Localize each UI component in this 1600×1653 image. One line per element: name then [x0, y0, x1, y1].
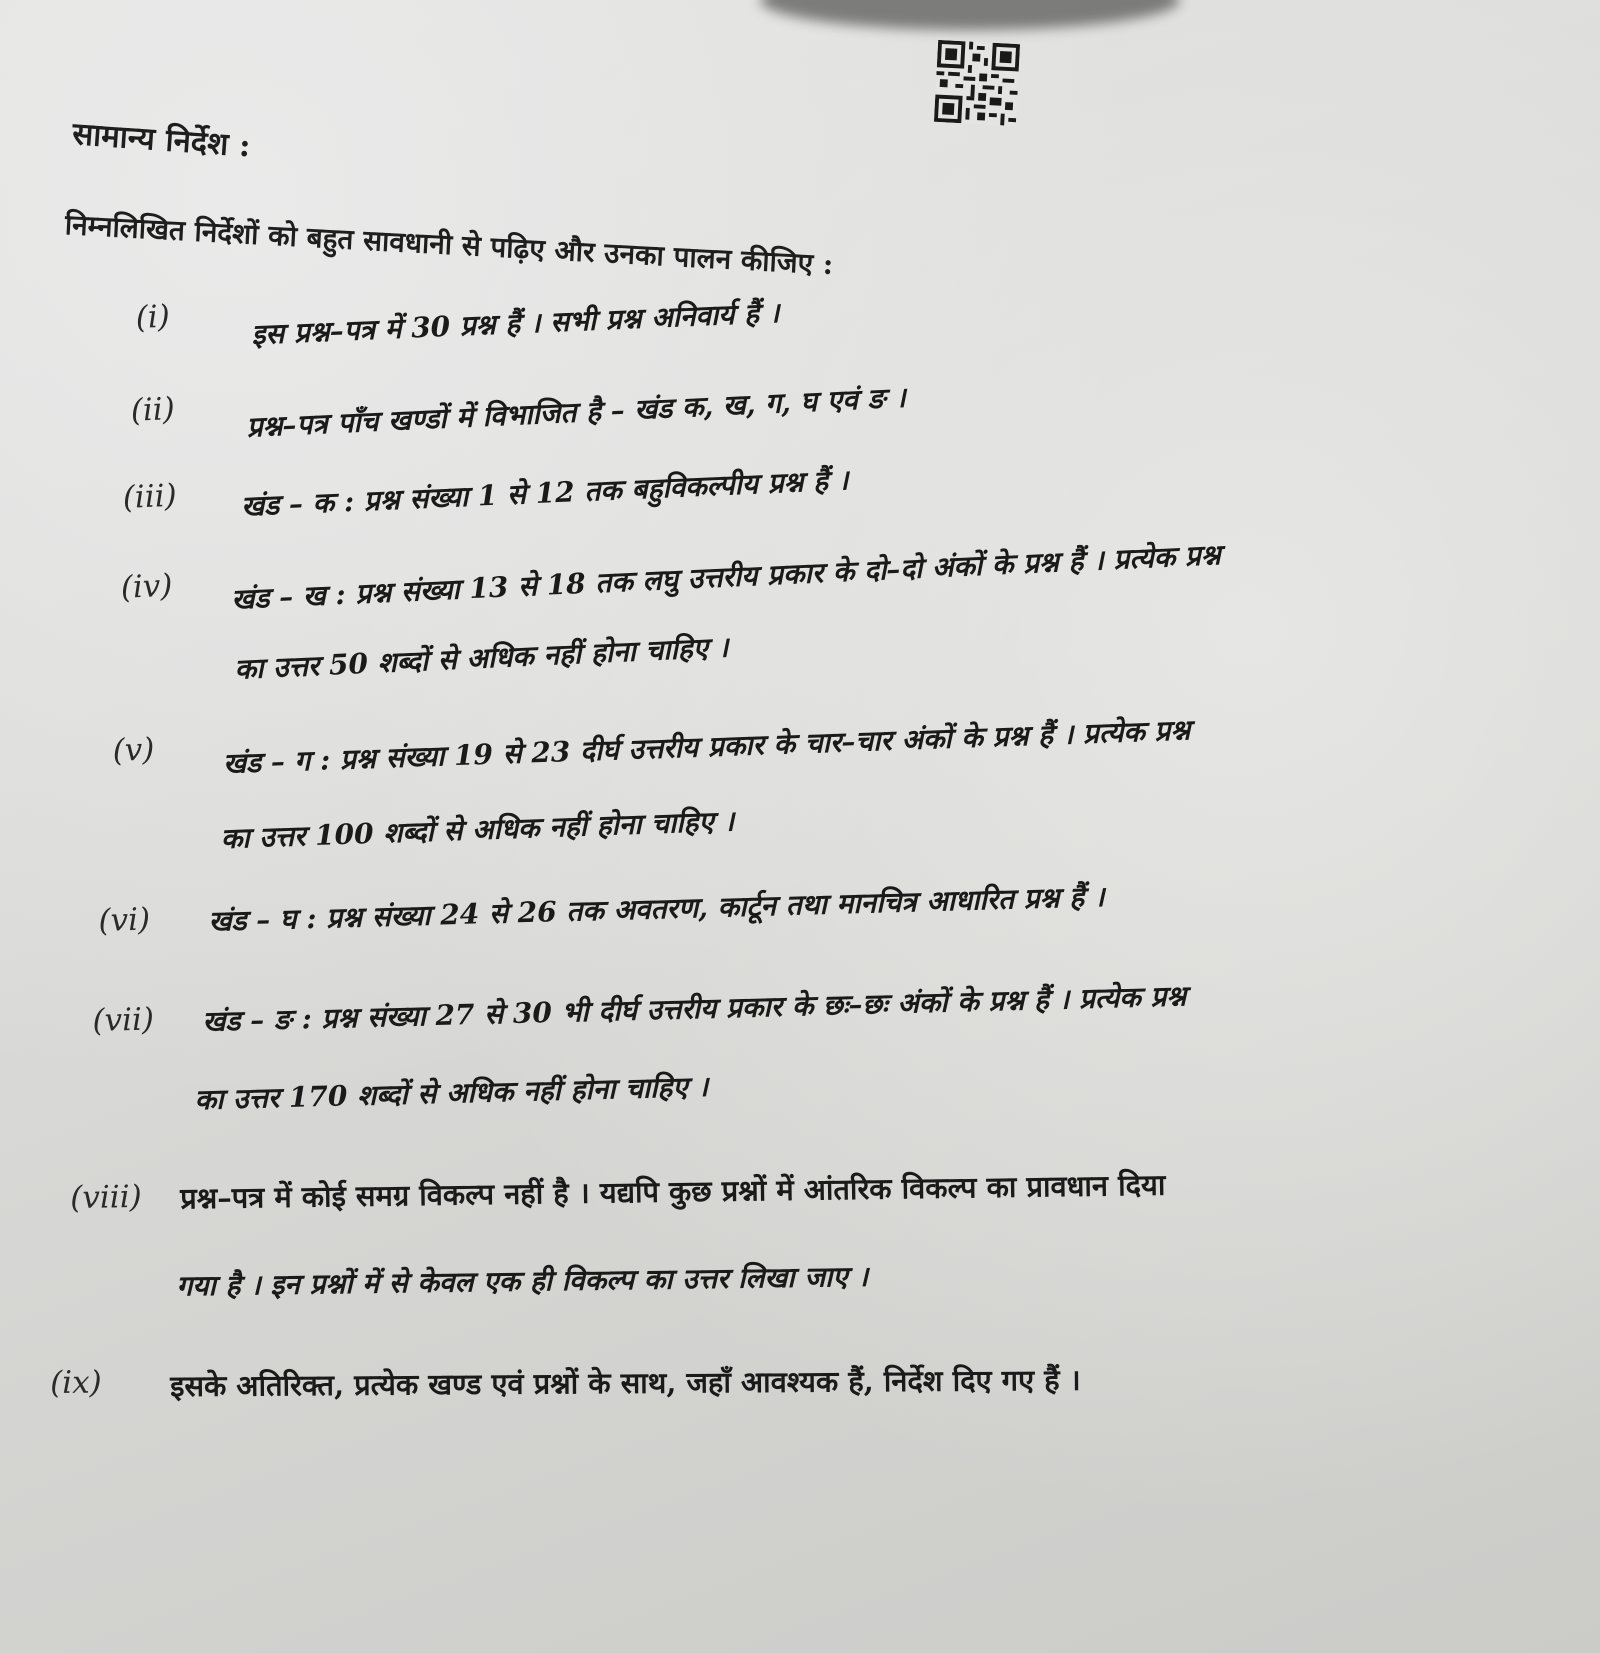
instruction-text-continued: का उत्तर 50 शब्दों से अधिक नहीं होना चाहिए ।: [233, 630, 730, 686]
instruction-text: प्रश्न–पत्र पाँच खण्डों में विभाजित है – खंड क, ख, ग, घ एवं ङ ।: [245, 380, 907, 444]
instruction-text: खंड – घ : प्रश्न संख्या 24 से 26 तक अवतरण, कार्टून तथा मानचित्र आधारित प्रश्न हैं ।: [208, 879, 1105, 938]
instruction-text: खंड – ग : प्रश्न संख्या 19 से 23 दीर्घ उत्तरीय प्रकार के चार–चार अंकों के प्रश्न हैं । प्रत्येक प्रश्न: [222, 713, 1191, 781]
instruction-number: (ix): [50, 1364, 102, 1401]
instruction-text: खंड – क : प्रश्न संख्या 1 से 12 तक बहुविकल्पीय प्रश्न हैं ।: [240, 463, 850, 523]
instruction-text: खंड – ख : प्रश्न संख्या 13 से 18 तक लघु उत्तरीय प्रकार के दो–दो अंकों के प्रश्न हैं । प्रत्येक प्रश्न: [230, 538, 1222, 616]
instruction-number: (vii): [92, 1001, 155, 1039]
page-heading: सामान्य निर्देश :: [71, 115, 252, 165]
intro-line: निम्नलिखित निर्देशों को बहुत सावधानी से पढ़िए और उनका पालन कीजिए :: [64, 207, 835, 282]
instruction-number: (ii): [130, 391, 176, 429]
instruction-text: इस प्रश्न–पत्र में 30 प्रश्न हैं । सभी प्रश्न अनिवार्य हैं ।: [250, 296, 781, 352]
instruction-text-continued: का उत्तर 170 शब्दों से अधिक नहीं होना चाहिए ।: [194, 1069, 709, 1117]
instruction-number: (v): [112, 731, 155, 769]
qr-code-icon: [934, 40, 1020, 126]
instruction-number: (i): [135, 298, 171, 336]
instruction-number: (iv): [120, 567, 174, 606]
page-edge-shadow: [760, 0, 1180, 30]
instruction-number: (iii): [122, 477, 178, 516]
instruction-text: इसके अतिरिक्त, प्रत्येक खण्ड एवं प्रश्नों के साथ, जहाँ आवश्यक हैं, निर्देश दिए गए हैं ।: [170, 1362, 1081, 1404]
instruction-number: (viii): [70, 1179, 142, 1216]
instruction-text-continued: का उत्तर 100 शब्दों से अधिक नहीं होना चाहिए ।: [220, 804, 735, 856]
instruction-text-continued: गया है । इन प्रश्नों में से केवल एक ही विकल्प का उत्तर लिखा जाए ।: [176, 1259, 869, 1303]
instruction-number: (vi): [98, 901, 151, 939]
instruction-text: प्रश्न–पत्र में कोई समग्र विकल्प नहीं है । यद्यपि कुछ प्रश्नों में आंतरिक विकल्प का प्रावधान दिया: [180, 1167, 1166, 1216]
instruction-text: खंड – ङ : प्रश्न संख्या 27 से 30 भी दीर्घ उत्तरीय प्रकार के छः–छः अंकों के प्रश्न हैं । प्रत्येक प्रश्न: [202, 979, 1187, 1039]
